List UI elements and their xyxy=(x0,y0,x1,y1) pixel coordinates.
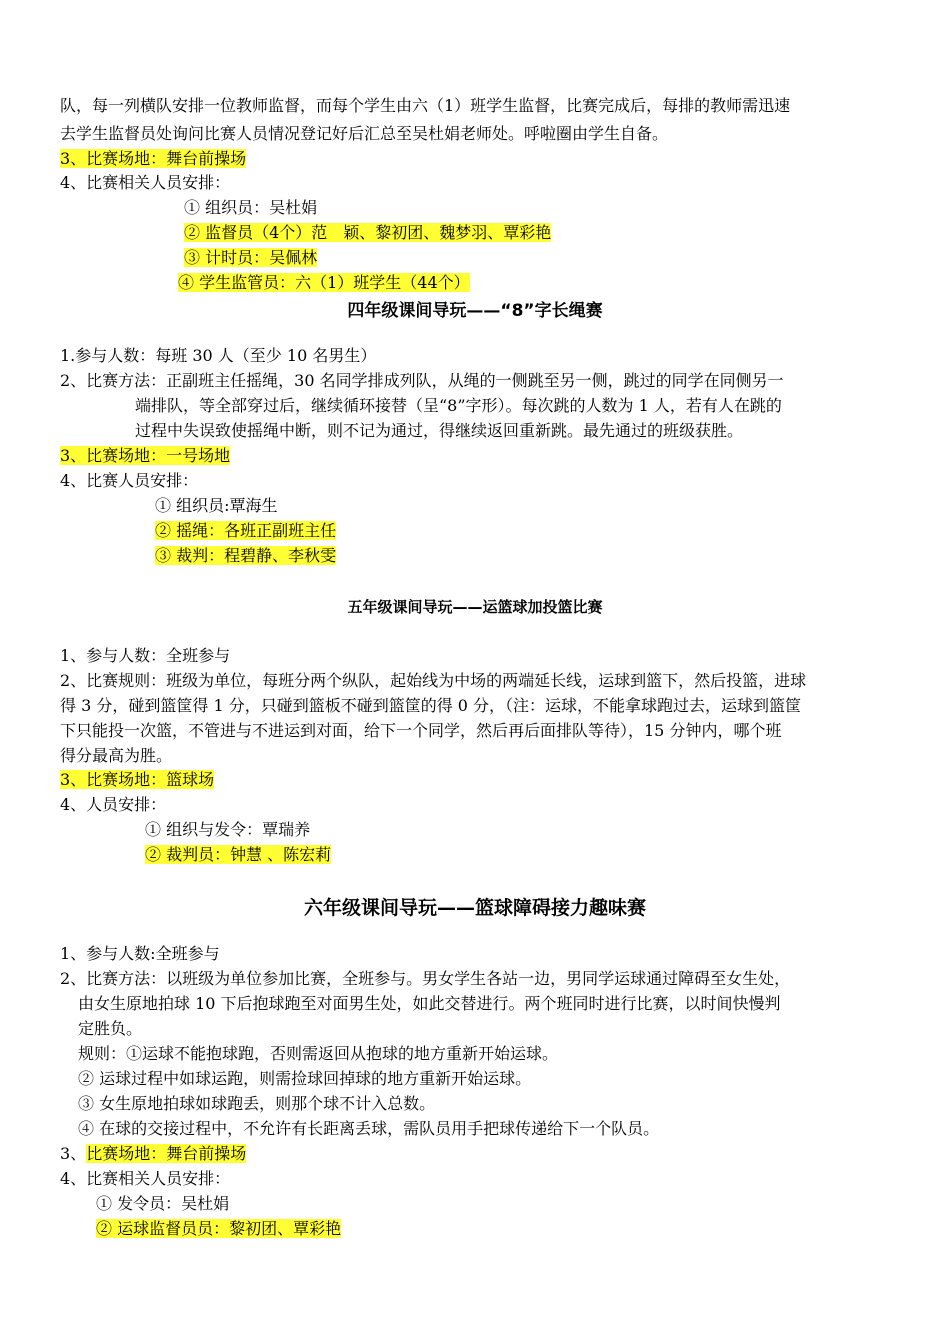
grade4-method-line: 端排队，等全部穿过后，继续循环接替（呈“8”字形）。每次跳的人数为 1 人，若有人在跳的 xyxy=(135,396,782,415)
grade5-staff-item xyxy=(145,842,331,867)
grade6-rule-line: ② 运球过程中如球运跑，则需捡球回掉球的地方重新开始运球。 xyxy=(78,1069,532,1088)
intro-staff-item: ① 组织员：吴杜娟 xyxy=(184,198,318,217)
intro-staff-item xyxy=(184,220,551,245)
grade5-participants: 1、参与人数：全班参与 xyxy=(60,646,231,665)
grade6-method-line: 2、比赛方法：以班级为单位参加比赛，全班参与。男女学生各站一边，男同学运球通过障碍至女生处， xyxy=(60,969,791,988)
grade6-method-line: 由女生原地拍球 10 下后抱球跑至对面男生处，如此交替进行。两个班同时进行比赛，以时间快慢判 xyxy=(78,994,781,1013)
grade6-staff-text: ② 运球监督员员：黎初团、覃彩艳 xyxy=(96,1219,342,1238)
grade6-rule-line: ③ 女生原地拍球如球跑丢，则那个球不计入总数。 xyxy=(78,1094,436,1113)
grade6-participants: 1、参与人数:全班参与 xyxy=(60,944,220,963)
grade4-staff-text: ③ 裁判：程碧静、李秋雯 xyxy=(155,546,337,565)
intro-line-1: 队，每一列横队安排一位教师监督，而每个学生由六（1）班学生监督，比赛完成后，每排的教师需迅速 xyxy=(60,96,791,115)
grade5-staff-text: ② 裁判员：钟慧 、陈宏莉 xyxy=(145,845,332,864)
grade6-title: 六年级课间导玩——篮球障碍接力趣味赛 xyxy=(303,897,646,919)
grade5-venue xyxy=(60,767,214,792)
grade4-staff-text: ② 摇绳：各班正副班主任 xyxy=(155,521,337,540)
grade4-participants: 1.参与人数：每班 30 人（至少 10 名男生） xyxy=(60,346,377,365)
grade5-rules-line: 2、比赛规则：班级为单位，每班分两个纵队，起始线为中场的两端延长线，运球到篮下，然后投篮，进球 xyxy=(60,671,807,690)
grade6-venue xyxy=(60,1141,246,1166)
grade5-staff-heading: 4、人员安排： xyxy=(60,795,167,814)
intro-venue-text: 3、比赛场地：舞台前操场 xyxy=(60,149,247,168)
grade4-title: 四年级课间导玩——“8”字长绳赛 xyxy=(347,301,603,321)
intro-staff-text: ④ 学生监管员：六（1）班学生（44个） xyxy=(178,273,470,292)
grade5-title: 五年级课间导玩——运篮球加投篮比赛 xyxy=(347,598,603,616)
intro-line-2: 去学生监督员处询问比赛人员情况登记好后汇总至吴杜娟老师处。呼啦圈由学生自备。 xyxy=(60,124,669,143)
grade6-rule-line: ④ 在球的交接过程中，不允许有长距离丢球，需队员用手把球传递给下一个队员。 xyxy=(78,1119,660,1138)
grade5-rules-line: 下只能投一次篮，不管进与不进运到对面，给下一个同学，然后再后面排队等待），15 分钟内，哪个班 xyxy=(60,721,782,740)
intro-staff-heading: 4、比赛相关人员安排： xyxy=(60,173,231,192)
grade6-method-line: 定胜负。 xyxy=(78,1019,143,1038)
grade4-staff-item: ① 组织员:覃海生 xyxy=(155,496,278,515)
intro-staff-item xyxy=(178,270,470,295)
grade6-staff-item xyxy=(96,1216,341,1241)
grade4-staff-heading: 4、比赛人员安排： xyxy=(60,471,199,490)
grade4-staff-item xyxy=(155,543,336,568)
grade4-venue xyxy=(60,443,230,468)
grade6-venue-prefix: 3、 xyxy=(60,1144,87,1163)
grade4-staff-item xyxy=(155,518,336,543)
grade4-method-line: 过程中失误致使摇绳中断，则不记为通过，得继续返回重新跳。最先通过的班级获胜。 xyxy=(135,421,744,440)
grade6-rule-line: 规则：①运球不能抱球跑，否则需返回从抱球的地方重新开始运球。 xyxy=(78,1044,559,1063)
grade4-venue-text: 3、比赛场地：一号场地 xyxy=(60,446,231,465)
intro-staff-text: ② 监督员（4个）范 颖、黎初团、魏梦羽、覃彩艳 xyxy=(184,223,552,242)
grade5-staff-item: ① 组织与发令：覃瑞养 xyxy=(145,820,311,839)
grade5-rules-line: 得 3 分，碰到篮筐得 1 分，只碰到篮板不碰到篮筐的得 0 分，（注：运球，不能拿球跑过去，运球到篮筐 xyxy=(60,696,802,715)
intro-staff-text: ③ 计时员：吴佩林 xyxy=(184,248,318,267)
grade5-rules-line: 得分最高为胜。 xyxy=(60,746,173,765)
grade6-staff-item: ① 发令员：吴杜娟 xyxy=(96,1194,230,1213)
intro-staff-item xyxy=(184,245,317,270)
grade6-venue-text: 比赛场地：舞台前操场 xyxy=(86,1144,247,1163)
grade4-method-line: 2、比赛方法：正副班主任摇绳，30 名同学排成列队，从绳的一侧跳至另一侧，跳过的同学在同侧另一 xyxy=(60,371,784,390)
grade6-staff-heading: 4、比赛相关人员安排： xyxy=(60,1169,231,1188)
grade5-venue-text: 3、比赛场地：篮球场 xyxy=(60,770,215,789)
intro-venue xyxy=(60,146,246,171)
